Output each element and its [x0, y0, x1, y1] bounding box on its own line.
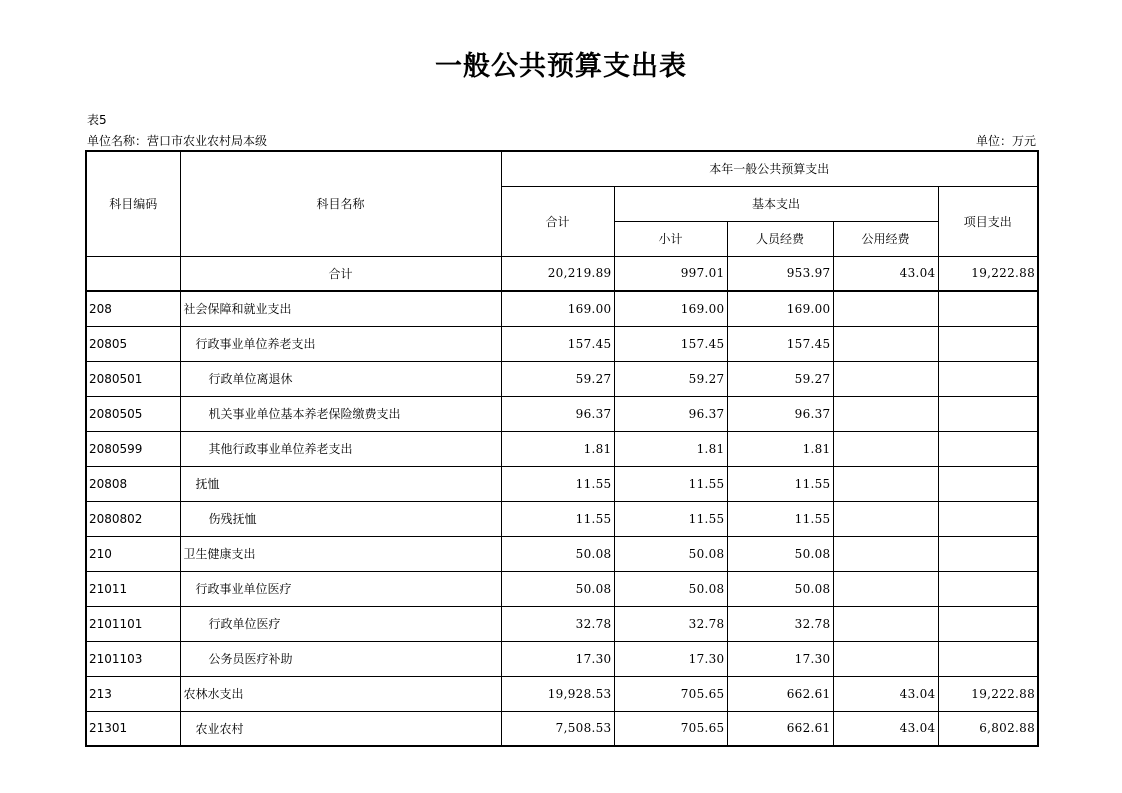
row-public — [833, 361, 938, 396]
row-total: 50.08 — [501, 571, 614, 606]
row-subtotal: 59.27 — [614, 361, 727, 396]
row-personnel: 662.61 — [727, 676, 833, 711]
header-name: 科目名称 — [180, 151, 501, 256]
row-subtotal: 1.81 — [614, 431, 727, 466]
row-code: 21011 — [86, 571, 180, 606]
row-name: 机关事业单位基本养老保险缴费支出 — [180, 396, 501, 431]
row-personnel: 32.78 — [727, 606, 833, 641]
row-personnel: 50.08 — [727, 571, 833, 606]
row-personnel: 1.81 — [727, 431, 833, 466]
total-label: 合计 — [180, 256, 501, 291]
table-row — [86, 571, 1038, 606]
row-code: 213 — [86, 676, 180, 711]
table-row — [86, 676, 1038, 711]
row-subtotal: 96.37 — [614, 396, 727, 431]
row-personnel: 59.27 — [727, 361, 833, 396]
row-subtotal: 705.65 — [614, 676, 727, 711]
row-project: 19,222.88 — [938, 676, 1038, 711]
row-code: 208 — [86, 291, 180, 326]
row-public — [833, 606, 938, 641]
row-total: 1.81 — [501, 431, 614, 466]
row-total: 32.78 — [501, 606, 614, 641]
row-total: 11.55 — [501, 501, 614, 536]
row-name: 卫生健康支出 — [180, 536, 501, 571]
unit-name: 单位名称：营口市农业农村局本级 — [87, 134, 268, 148]
row-personnel: 11.55 — [727, 466, 833, 501]
table-row — [86, 396, 1038, 431]
header-total: 合计 — [501, 186, 614, 256]
row-total: 7,508.53 — [501, 711, 614, 746]
row-project — [938, 431, 1038, 466]
table-row — [86, 711, 1038, 746]
header-personnel: 人员经费 — [727, 221, 833, 256]
row-name: 社会保障和就业支出 — [180, 291, 501, 326]
header-group: 本年一般公共预算支出 — [501, 151, 1038, 186]
row-total: 96.37 — [501, 396, 614, 431]
row-code: 2101103 — [86, 641, 180, 676]
row-subtotal: 17.30 — [614, 641, 727, 676]
row-subtotal: 169.00 — [614, 291, 727, 326]
row-total: 19,928.53 — [501, 676, 614, 711]
total-project: 19,222.88 — [938, 256, 1038, 291]
header-basic: 基本支出 — [614, 186, 938, 221]
row-code: 2080501 — [86, 361, 180, 396]
header-row-1 — [86, 151, 1038, 186]
row-public — [833, 466, 938, 501]
page-title: 一般公共预算支出表 — [435, 51, 687, 82]
row-name: 伤残抚恤 — [180, 501, 501, 536]
row-project — [938, 291, 1038, 326]
budget-expenditure-table — [85, 150, 1039, 747]
form-number: 表5 — [87, 113, 107, 127]
total-total: 20,219.89 — [501, 256, 614, 291]
row-personnel: 169.00 — [727, 291, 833, 326]
row-name: 公务员医疗补助 — [180, 641, 501, 676]
table-row — [86, 536, 1038, 571]
row-name: 行政事业单位医疗 — [180, 571, 501, 606]
row-public — [833, 431, 938, 466]
row-subtotal: 157.45 — [614, 326, 727, 361]
row-project — [938, 396, 1038, 431]
table-row — [86, 606, 1038, 641]
row-project: 6,802.88 — [938, 711, 1038, 746]
header-subtotal: 小计 — [614, 221, 727, 256]
row-code: 2101101 — [86, 606, 180, 641]
row-total: 59.27 — [501, 361, 614, 396]
row-project — [938, 361, 1038, 396]
row-public — [833, 396, 938, 431]
row-name: 行政事业单位养老支出 — [180, 326, 501, 361]
row-public: 43.04 — [833, 711, 938, 746]
table-row — [86, 361, 1038, 396]
total-code-cell — [86, 256, 180, 291]
total-public: 43.04 — [833, 256, 938, 291]
row-subtotal: 50.08 — [614, 536, 727, 571]
total-row — [86, 256, 1038, 291]
row-public — [833, 641, 938, 676]
currency-unit: 单位：万元 — [975, 134, 1036, 148]
row-name: 农林水支出 — [180, 676, 501, 711]
total-personnel: 953.97 — [727, 256, 833, 291]
row-code: 2080599 — [86, 431, 180, 466]
total-subtotal: 997.01 — [614, 256, 727, 291]
row-public — [833, 571, 938, 606]
header-code: 科目编码 — [86, 151, 180, 256]
row-name: 抚恤 — [180, 466, 501, 501]
row-project — [938, 606, 1038, 641]
row-name: 行政单位离退休 — [180, 361, 501, 396]
row-total: 169.00 — [501, 291, 614, 326]
row-name: 行政单位医疗 — [180, 606, 501, 641]
row-total: 17.30 — [501, 641, 614, 676]
row-code: 2080802 — [86, 501, 180, 536]
table-row — [86, 466, 1038, 501]
row-subtotal: 11.55 — [614, 466, 727, 501]
row-personnel: 17.30 — [727, 641, 833, 676]
row-subtotal: 705.65 — [614, 711, 727, 746]
row-subtotal: 32.78 — [614, 606, 727, 641]
row-name: 其他行政事业单位养老支出 — [180, 431, 501, 466]
row-public — [833, 501, 938, 536]
row-total: 11.55 — [501, 466, 614, 501]
header-project: 项目支出 — [938, 186, 1038, 256]
table-row — [86, 641, 1038, 676]
row-total: 157.45 — [501, 326, 614, 361]
table-row — [86, 291, 1038, 326]
row-code: 20805 — [86, 326, 180, 361]
row-public — [833, 536, 938, 571]
row-subtotal: 50.08 — [614, 571, 727, 606]
table-row — [86, 326, 1038, 361]
row-personnel: 96.37 — [727, 396, 833, 431]
row-public — [833, 291, 938, 326]
row-total: 50.08 — [501, 536, 614, 571]
row-personnel: 157.45 — [727, 326, 833, 361]
row-project — [938, 571, 1038, 606]
row-personnel: 50.08 — [727, 536, 833, 571]
row-project — [938, 326, 1038, 361]
row-public: 43.04 — [833, 676, 938, 711]
row-name: 农业农村 — [180, 711, 501, 746]
row-code: 2080505 — [86, 396, 180, 431]
row-project — [938, 466, 1038, 501]
row-personnel: 662.61 — [727, 711, 833, 746]
row-project — [938, 536, 1038, 571]
row-subtotal: 11.55 — [614, 501, 727, 536]
table-row — [86, 501, 1038, 536]
table-row — [86, 431, 1038, 466]
row-code: 210 — [86, 536, 180, 571]
row-public — [833, 326, 938, 361]
row-project — [938, 501, 1038, 536]
header-public: 公用经费 — [833, 221, 938, 256]
row-personnel: 11.55 — [727, 501, 833, 536]
row-project — [938, 641, 1038, 676]
row-code: 20808 — [86, 466, 180, 501]
row-code: 21301 — [86, 711, 180, 746]
